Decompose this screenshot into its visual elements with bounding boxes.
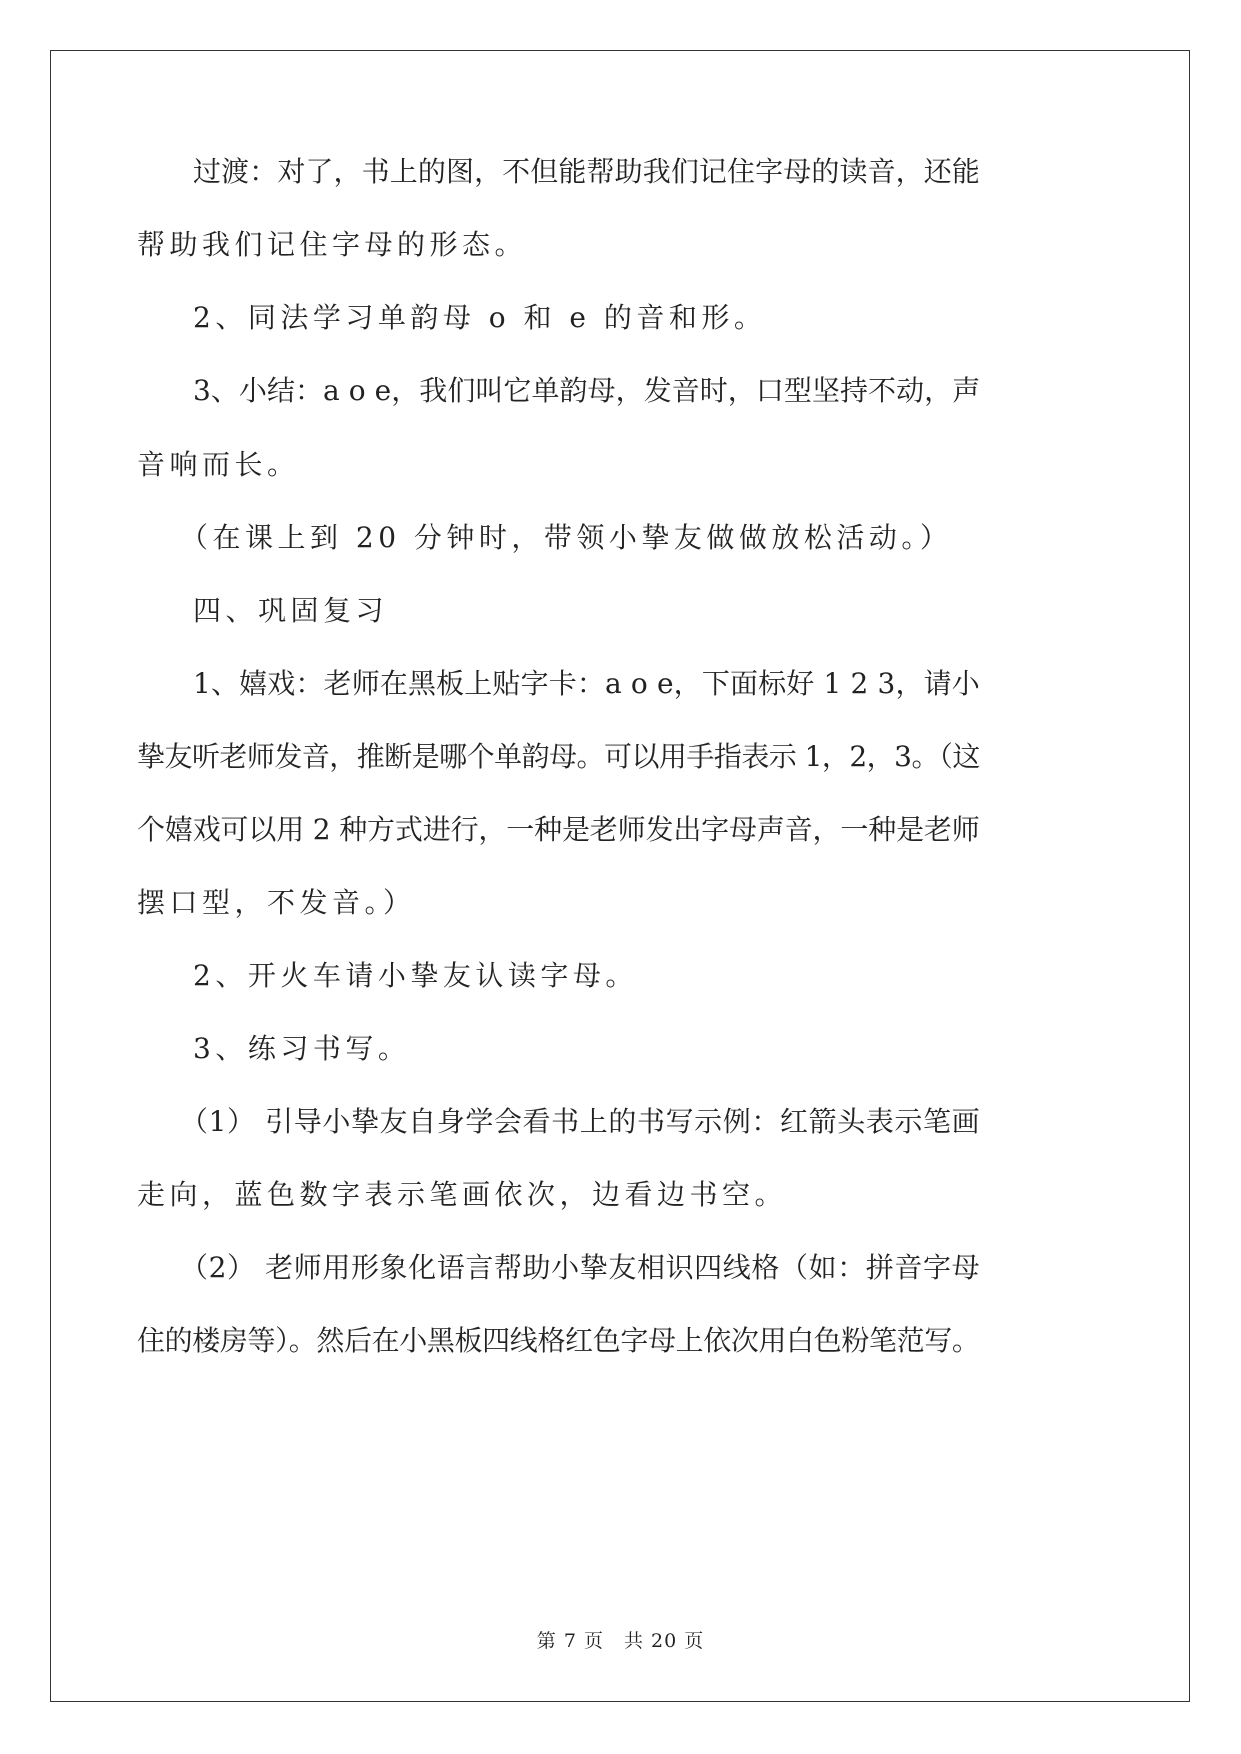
paragraph-line: 住的楼房等）。然后在小黑板四线格红色字母上依次用白色粉笔范写。 xyxy=(137,1324,980,1357)
paragraph-line: 个嬉戏可以用 2 种方式进行，一种是老师发出字母声音，一种是老师 xyxy=(137,813,980,846)
paragraph-line: （2） 老师用形象化语言帮助小挚友相识四线格（如：拼音字母 xyxy=(180,1251,981,1284)
paragraph-line: 音响而长。 xyxy=(137,448,300,481)
paragraph-line: 1、嬉戏：老师在黑板上贴字卡：a o e，下面标好 1 2 3，请小 xyxy=(193,667,980,700)
paragraph-line: 帮助我们记住字母的形态。 xyxy=(137,228,528,261)
page-number-footer: 第 7 页 共 20 页 xyxy=(536,1630,705,1652)
paragraph-line: 过渡：对了，书上的图，不但能帮助我们记住字母的读音，还能 xyxy=(193,155,981,188)
paragraph-line: 2、开火车请小挚友认读字母。 xyxy=(193,959,638,992)
paragraph-line: 3、小结：a o e，我们叫它单韵母，发音时，口型坚持不动，声 xyxy=(193,374,981,407)
paragraph-line: 3、练习书写。 xyxy=(193,1032,411,1065)
paragraph-line: 摆口型，不发音。） xyxy=(137,886,416,919)
paragraph-line: 2、同法学习单韵母 o 和 e 的音和形。 xyxy=(193,301,767,334)
paragraph-line: （在课上到 20 分钟时，带领小挚友做做放松活动。） xyxy=(180,521,953,554)
paragraph-line: 挚友听老师发音，推断是哪个单韵母。可以用手指表示 1，2，3。（这 xyxy=(137,740,980,773)
section-heading: 四、巩固复习 xyxy=(193,594,389,627)
paragraph-line: 走向，蓝色数字表示笔画依次，边看边书空。 xyxy=(137,1178,788,1211)
paragraph-line: （1） 引导小挚友自身学会看书上的书写示例：红箭头表示笔画 xyxy=(180,1105,981,1138)
